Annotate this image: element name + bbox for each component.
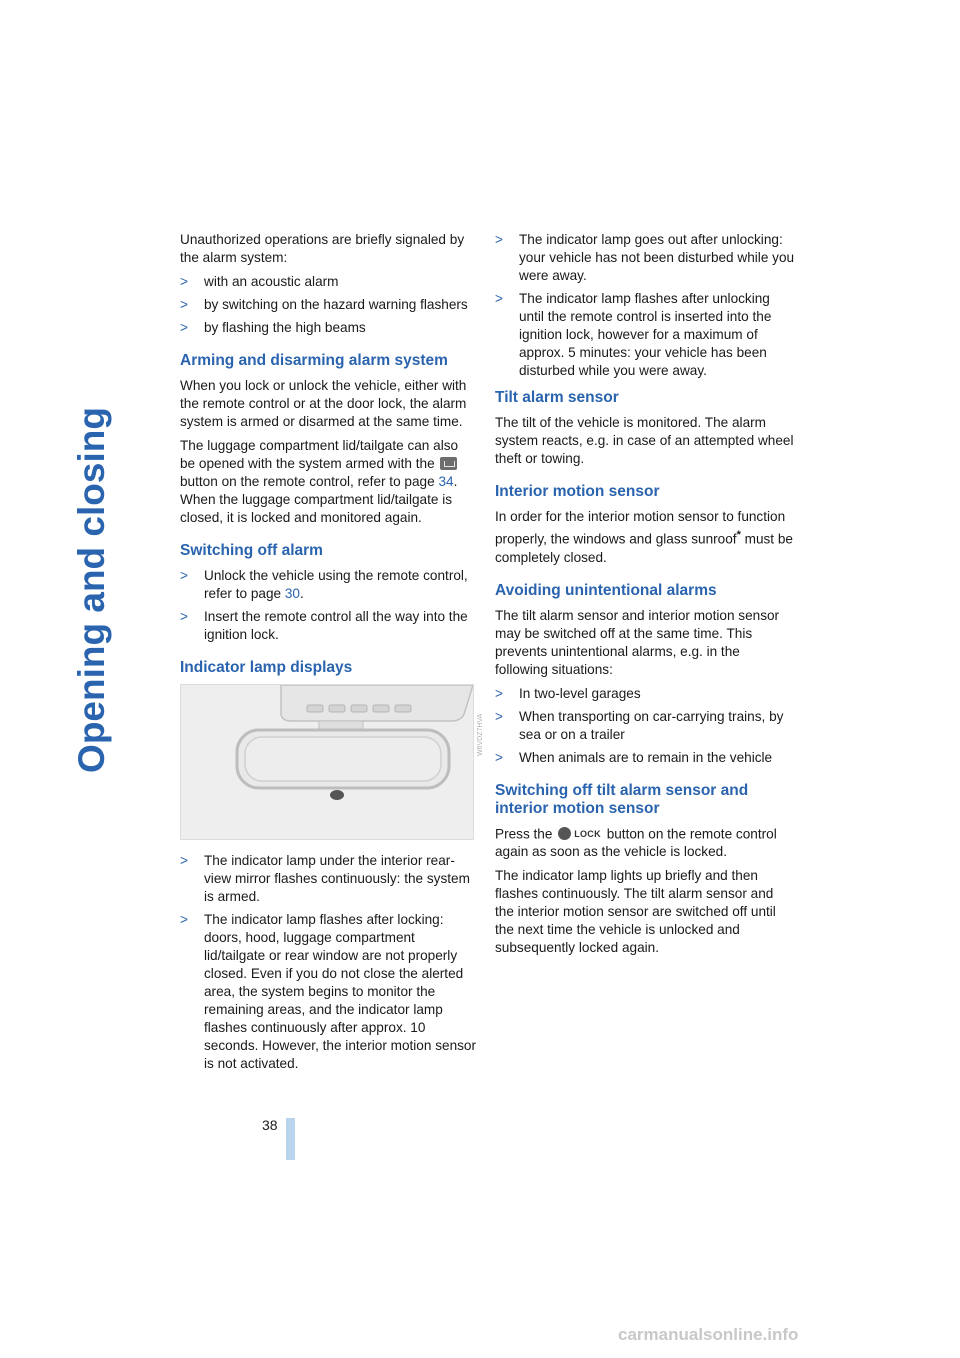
list-item: > When transporting on car-carrying trains, by sea or on a trailer — [495, 708, 784, 742]
right-column — [495, 231, 795, 963]
list-item: > The indicator lamp flashes after unlocking until the remote control is inserted into the ignition lock, however for a maximum of approx. 5 minutes: your vehicle has been disturbed while you were away. — [495, 291, 772, 378]
heading-avoiding: Avoiding unintentional alarms — [495, 581, 717, 599]
trunk-button-icon — [440, 457, 457, 470]
interior-paragraph: In order for the interior motion sensor to function properly, the windows and glass sunroof* must be completely closed. — [495, 509, 793, 565]
bullet-marker: > — [180, 274, 188, 289]
chapter-side-title: Opening and closing — [71, 407, 112, 773]
list-item: > The indicator lamp flashes after locking: doors, hood, luggage compartment lid/tailgate or rear window are not properly closed. Even if you do not close the alerted area, the system begins to monitor the remaining areas, and the indicator lamp flashes continuously after approx. 10 seconds. However, the interior motion sensor is not activated. — [180, 912, 477, 1071]
switching-off-list — [180, 567, 476, 644]
list-item: > by switching on the hazard warning flashers — [180, 297, 468, 312]
indicator-bullet-list — [180, 852, 476, 1073]
indicator-bullet-list-continued — [495, 231, 795, 380]
rearview-mirror-illustration — [181, 685, 474, 840]
tilt-paragraph: The tilt of the vehicle is monitored. The alarm system reacts, e.g. in case of an attempted wheel theft or towing. — [495, 415, 794, 466]
bullet-marker: > — [495, 685, 503, 701]
page-number-bar — [286, 1118, 295, 1160]
page-link-34[interactable]: 34 — [438, 474, 454, 489]
list-item: > The indicator lamp under the interior rear-view mirror flashes continuously: the system is armed. — [180, 853, 470, 904]
list-item: > Unlock the vehicle using the remote control, refer to page 30. — [180, 568, 468, 601]
page-number: 38 — [262, 1117, 278, 1133]
bullet-marker: > — [495, 291, 503, 306]
heading-interior: Interior motion sensor — [495, 483, 660, 500]
list-item: > by flashing the high beams — [180, 320, 366, 335]
bullet-marker: > — [180, 912, 188, 927]
bullet-marker: > — [495, 749, 503, 765]
page-link-30[interactable]: 30 — [284, 586, 300, 601]
rearview-mirror-figure — [180, 684, 474, 840]
bullet-marker: > — [495, 708, 503, 724]
bullet-marker: > — [180, 297, 188, 312]
list-item: > Insert the remote control all the way into the ignition lock. — [180, 609, 468, 642]
intro-bullet-list — [180, 273, 476, 337]
heading-indicator: Indicator lamp displays — [180, 659, 353, 676]
intro-paragraph: Unauthorized operations are briefly signaled by the alarm system: — [180, 232, 465, 265]
heading-arming: Arming and disarming alarm system — [180, 352, 448, 369]
avoiding-paragraph: The tilt alarm sensor and interior motion sensor may be switched off at the same time. This prevents unintentional alarms, e.g. in the following situations: — [495, 607, 780, 677]
switch-tilt-paragraph-2: The indicator lamp lights up briefly and then flashes continuously. The tilt alarm sensor and the interior motion sensor are switched off until the next time the vehicle is unlocked and subsequently locked again. — [495, 868, 776, 956]
list-item: > When animals are to remain in the vehicle — [495, 749, 773, 765]
lock-button-icon: LOCK — [558, 825, 601, 843]
bullet-marker: > — [180, 320, 188, 335]
bullet-marker: > — [180, 853, 188, 868]
avoiding-bullet-list — [495, 685, 795, 767]
bullet-marker: > — [180, 568, 188, 583]
switch-tilt-paragraph-1: Press the LOCK button on the remote control again as soon as the vehicle is locked. — [495, 826, 777, 860]
arming-paragraph-1: When you lock or unlock the vehicle, either with the remote control or at the door lock, the alarm system is armed or disarmed at the same time. — [180, 378, 467, 429]
list-item: > with an acoustic alarm — [180, 274, 339, 289]
list-item: > The indicator lamp goes out after unlocking: your vehicle has not been disturbed while you were away. — [495, 232, 795, 283]
heading-tilt: Tilt alarm sensor — [495, 389, 619, 406]
heading-switch-tilt: Switching off tilt alarm sensor and interior motion sensor — [495, 781, 749, 817]
option-star: * — [736, 529, 741, 541]
arming-paragraph-2: The luggage compartment lid/tailgate can also be opened with the system armed with the button on the remote control, refer to page 34. When the luggage compartment lid/tailgate is closed, it is locked and monitored again. — [180, 438, 459, 525]
footer-watermark: carmanualsonline.info — [618, 1325, 799, 1344]
list-item: > In two-level garages — [495, 685, 641, 701]
left-column — [180, 231, 476, 1078]
figure-code: W6VDZ7HVA — [477, 713, 484, 756]
bullet-marker: > — [180, 609, 188, 624]
bullet-marker: > — [495, 232, 503, 247]
heading-switching-off: Switching off alarm — [180, 542, 323, 559]
